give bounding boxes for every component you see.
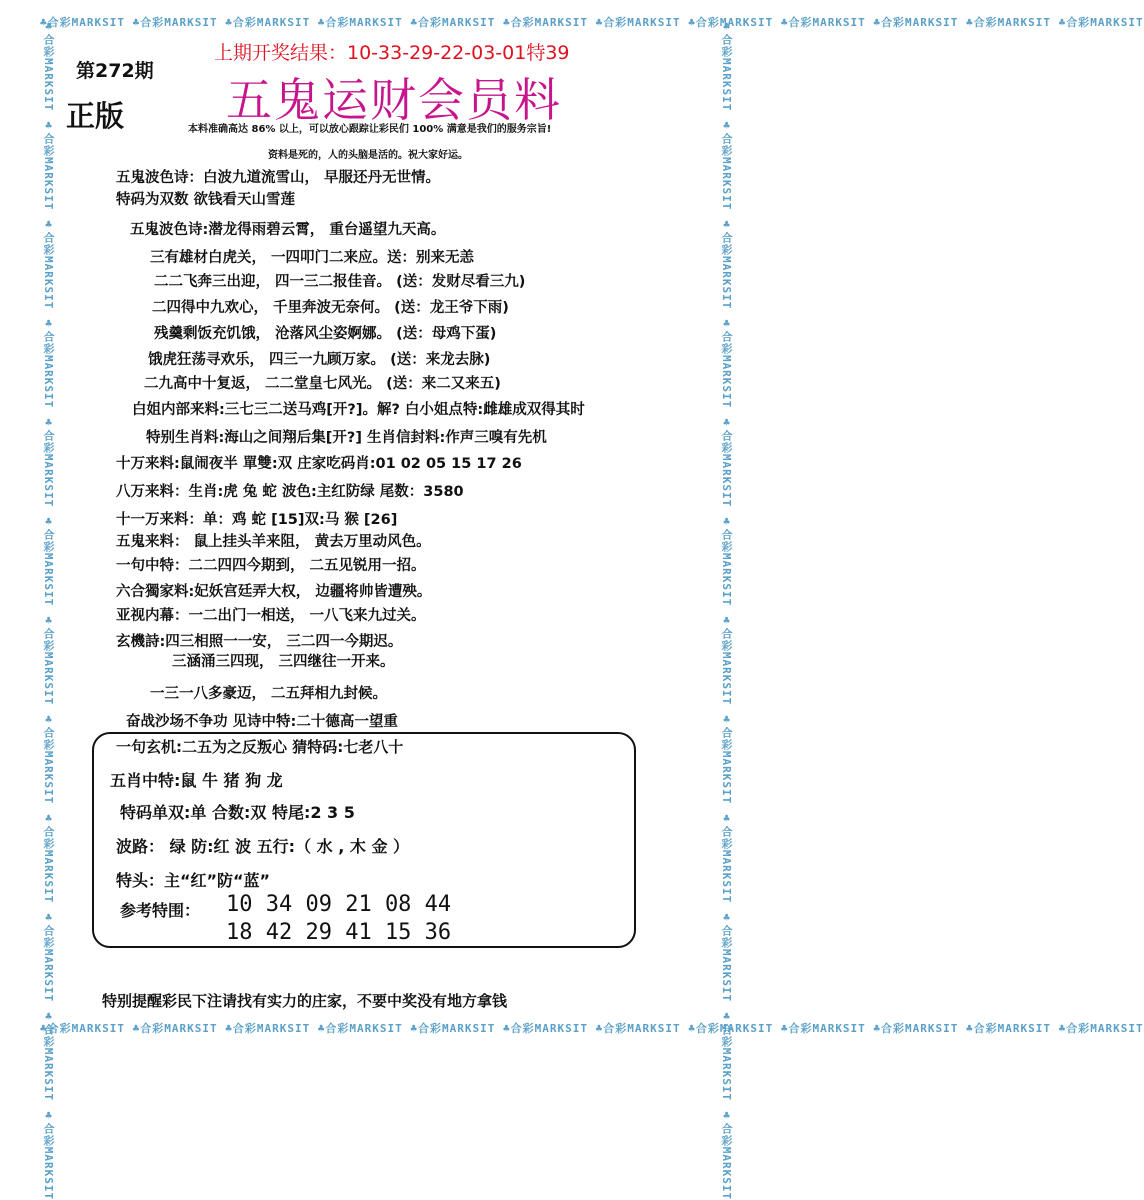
content-line: 饿虎狂荡寻欢乐， 四三一九顾万家。 (送：来龙去脉) bbox=[148, 352, 491, 368]
content-line: 五鬼波色诗：白波九道流雪山， 早服还丹无世情。 bbox=[116, 170, 441, 186]
page-title: 五鬼运财会员料 bbox=[226, 73, 562, 127]
luck-notice: 资料是死的，人的头脑是活的。祝大家好运。 bbox=[268, 150, 468, 161]
content-line: 一三一八多豪迈， 二五拜相九封候。 bbox=[150, 686, 388, 702]
edition-label: 正版 bbox=[66, 99, 125, 133]
watermark-border-top: ♣合彩MARKSIT ♣合彩MARKSIT ♣合彩MARKSIT ♣合彩MARKSIT ♣合彩MARKSIT ♣合彩MARKSIT ♣合彩MARKSIT ♣合彩MARKSIT ♣合彩MARKSIT ♣合彩MARKSIT ♣合彩MARKSIT ♣合彩MARKSIT bbox=[40, 16, 1144, 29]
content-line: 三涵涌三四现， 三四继往一开来。 bbox=[172, 654, 395, 670]
content-line: 玄機詩:四三相照一一安， 三二四一今期迟。 bbox=[116, 634, 403, 650]
box-line-color-path: 波路： 绿 防:红 波 五行:（ 水 , 木 金 ） bbox=[116, 837, 410, 856]
watermark-border-right: ♣合彩MARKSIT ♣合彩MARKSIT ♣合彩MARKSIT ♣合彩MARKSIT ♣合彩MARKSIT ♣合彩MARKSIT ♣合彩MARKSIT ♣合彩MARKSIT ♣合彩MARKSIT ♣合彩MARKSIT ♣合彩MARKSIT ♣合彩MARKSIT bbox=[720, 20, 733, 1200]
content-line: 残羹剩饭充饥饿， 沧落风尘姿婀娜。 (送：母鸡下蛋) bbox=[154, 326, 497, 342]
watermark-border-bottom: ♣合彩MARKSIT ♣合彩MARKSIT ♣合彩MARKSIT ♣合彩MARKSIT ♣合彩MARKSIT ♣合彩MARKSIT ♣合彩MARKSIT ♣合彩MARKSIT ♣合彩MARKSIT ♣合彩MARKSIT ♣合彩MARKSIT ♣合彩MARKSIT bbox=[40, 1022, 1144, 1035]
content-line: 特码为双数 欲钱看天山雪莲 bbox=[116, 192, 296, 208]
box-line-five-zodiac: 五肖中特:鼠 牛 猪 狗 龙 bbox=[110, 771, 283, 790]
content-line: 十一万来料：单：鸡 蛇 [15]双:马 猴 [26] bbox=[116, 512, 398, 528]
content-line: 十万来料:鼠闹夜半 單雙:双 庄家吃码肖:01 02 05 15 17 26 bbox=[116, 456, 522, 472]
content-line: 特别生肖料:海山之间翔后集[开?] 生肖信封料:作声三嗅有先机 bbox=[146, 430, 547, 446]
content-line: 奋战沙场不争功 见诗中特:二十德高一望重 bbox=[126, 714, 398, 730]
content-line: 白姐内部来料:三七三二送马鸡[开?]。解? 白小姐点特:雌雄成双得其时 bbox=[132, 402, 585, 418]
content-line: 三有雄材白虎关， 一四叩门二来应。送：别来无恙 bbox=[150, 250, 475, 266]
box-line-head: 特头：主“红”防“蓝” bbox=[116, 871, 271, 890]
footer-note: 特别提醒彩民下注请找有实力的庄家，不要中奖没有地方拿钱 bbox=[102, 992, 508, 1010]
content-line: 二二飞奔三出迎， 四一三二报佳音。 (送：发财尽看三九) bbox=[154, 274, 526, 290]
content-line: 亚视内幕：一二出门一相送， 一八飞来九过关。 bbox=[116, 608, 426, 624]
content-line: 一句中特：二二四四今期到， 二五见锐用一招。 bbox=[116, 558, 426, 574]
box-line-reference-label: 参考特围： bbox=[120, 901, 201, 920]
box-line-odd-even: 特码单双:单 合数:双 特尾:2 3 5 bbox=[120, 803, 355, 822]
accuracy-notice: 本料准确高达 86% 以上，可以放心跟踪让彩民们 100% 满意是我们的服务宗旨! bbox=[188, 124, 552, 135]
content-line: 六合獨家料:妃妖宫廷弄大权， 边疆将帅皆遭殃。 bbox=[116, 584, 432, 600]
box-reference-numbers-2: 18 42 29 41 15 36 bbox=[226, 920, 452, 945]
box-reference-numbers-1: 10 34 09 21 08 44 bbox=[226, 892, 452, 917]
content-line: 五鬼波色诗:潜龙得雨碧云霄， 重台遥望九天高。 bbox=[130, 222, 446, 238]
content-line: 八万来料：生肖:虎 兔 蛇 波色:主红防绿 尾数：3580 bbox=[116, 484, 464, 500]
issue-number: 第272期 bbox=[76, 60, 154, 82]
content-line: 二四得中九欢心， 千里奔波无奈何。 (送：龙王爷下雨) bbox=[152, 300, 509, 316]
content-line: 五鬼来料： 鼠上挂头羊来阻， 黄去万里动风色。 bbox=[116, 534, 431, 550]
content-line: 二九高中十复返， 二二堂皇七风光。 (送：来二又来五) bbox=[144, 376, 501, 392]
last-result: 上期开奖结果：10-33-29-22-03-01特39 bbox=[214, 42, 570, 64]
watermark-border-left: ♣合彩MARKSIT ♣合彩MARKSIT ♣合彩MARKSIT ♣合彩MARKSIT ♣合彩MARKSIT ♣合彩MARKSIT ♣合彩MARKSIT ♣合彩MARKSIT ♣合彩MARKSIT ♣合彩MARKSIT ♣合彩MARKSIT ♣合彩MARKSIT bbox=[42, 20, 55, 1200]
box-line-hint: 一句玄机:二五为之反叛心 猜特码:七老八十 bbox=[116, 738, 404, 756]
